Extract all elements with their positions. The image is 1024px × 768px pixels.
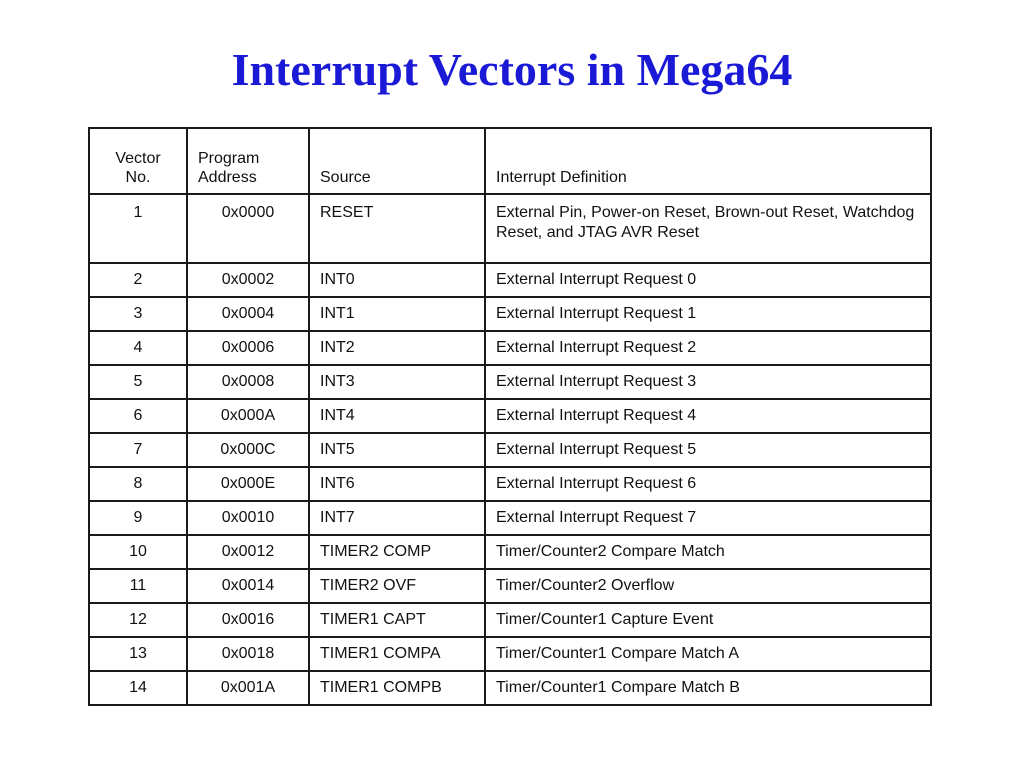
definition-cell: External Interrupt Request 5 bbox=[485, 433, 931, 467]
definition-cell: External Interrupt Request 2 bbox=[485, 331, 931, 365]
source-cell: TIMER1 CAPT bbox=[309, 603, 485, 637]
vector-no-cell: 13 bbox=[89, 637, 187, 671]
vector-no-cell: 6 bbox=[89, 399, 187, 433]
table-row bbox=[89, 365, 931, 399]
table-row bbox=[89, 671, 931, 705]
definition-cell: External Interrupt Request 1 bbox=[485, 297, 931, 331]
vector-no-cell: 9 bbox=[89, 501, 187, 535]
vector-no-cell: 12 bbox=[89, 603, 187, 637]
vector-no-cell: 5 bbox=[89, 365, 187, 399]
definition-cell: Timer/Counter1 Capture Event bbox=[485, 603, 931, 637]
definition-cell: External Pin, Power-on Reset, Brown-out Reset, Watchdog Reset, and JTAG AVR Reset bbox=[485, 194, 931, 263]
vector-no-cell: 2 bbox=[89, 263, 187, 297]
source-cell: TIMER2 COMP bbox=[309, 535, 485, 569]
source-cell: TIMER2 OVF bbox=[309, 569, 485, 603]
definition-cell: External Interrupt Request 6 bbox=[485, 467, 931, 501]
vector-no-cell: 4 bbox=[89, 331, 187, 365]
program-address-cell: 0x0004 bbox=[187, 297, 309, 331]
table-row bbox=[89, 399, 931, 433]
table-row bbox=[89, 263, 931, 297]
table-header-row bbox=[89, 128, 931, 194]
definition-cell: Timer/Counter2 Overflow bbox=[485, 569, 931, 603]
table-row bbox=[89, 569, 931, 603]
vector-no-cell: 10 bbox=[89, 535, 187, 569]
source-cell: INT5 bbox=[309, 433, 485, 467]
program-address-cell: 0x000E bbox=[187, 467, 309, 501]
definition-cell: External Interrupt Request 4 bbox=[485, 399, 931, 433]
source-cell: INT7 bbox=[309, 501, 485, 535]
definition-cell: Timer/Counter1 Compare Match B bbox=[485, 671, 931, 705]
vector-no-cell: 3 bbox=[89, 297, 187, 331]
table-row bbox=[89, 467, 931, 501]
program-address-cell: 0x0010 bbox=[187, 501, 309, 535]
program-address-cell: 0x000C bbox=[187, 433, 309, 467]
definition-cell: External Interrupt Request 7 bbox=[485, 501, 931, 535]
source-cell: INT6 bbox=[309, 467, 485, 501]
header-vector-no-line2: No. bbox=[125, 169, 151, 186]
source-cell: INT4 bbox=[309, 399, 485, 433]
page-title: Interrupt Vectors in Mega64 bbox=[231, 44, 793, 95]
program-address-cell: 0x0002 bbox=[187, 263, 309, 297]
program-address-cell: 0x0012 bbox=[187, 535, 309, 569]
interrupt-vector-table bbox=[88, 127, 932, 706]
program-address-cell: 0x000A bbox=[187, 399, 309, 433]
program-address-cell: 0x0008 bbox=[187, 365, 309, 399]
program-address-cell: 0x001A bbox=[187, 671, 309, 705]
program-address-cell: 0x0014 bbox=[187, 569, 309, 603]
definition-cell: External Interrupt Request 0 bbox=[485, 263, 931, 297]
table-row bbox=[89, 535, 931, 569]
program-address-cell: 0x0016 bbox=[187, 603, 309, 637]
source-cell: TIMER1 COMPA bbox=[309, 637, 485, 671]
vector-no-cell: 7 bbox=[89, 433, 187, 467]
header-program-address-line1: Program bbox=[198, 150, 260, 167]
program-address-cell: 0x0018 bbox=[187, 637, 309, 671]
table-row bbox=[89, 433, 931, 467]
source-cell: TIMER1 COMPB bbox=[309, 671, 485, 705]
table-row bbox=[89, 297, 931, 331]
definition-cell: Timer/Counter2 Compare Match bbox=[485, 535, 931, 569]
vector-no-cell: 11 bbox=[89, 569, 187, 603]
table-row bbox=[89, 501, 931, 535]
table-row bbox=[89, 331, 931, 365]
source-cell: INT1 bbox=[309, 297, 485, 331]
source-cell: INT3 bbox=[309, 365, 485, 399]
table-row bbox=[89, 603, 931, 637]
header-vector-no-line1: Vector bbox=[115, 150, 161, 167]
program-address-cell: 0x0000 bbox=[187, 194, 309, 263]
program-address-cell: 0x0006 bbox=[187, 331, 309, 365]
table-row bbox=[89, 637, 931, 671]
header-program-address bbox=[187, 128, 309, 194]
source-cell: INT2 bbox=[309, 331, 485, 365]
source-cell: INT0 bbox=[309, 263, 485, 297]
source-cell: RESET bbox=[309, 194, 485, 263]
header-program-address-line2: Address bbox=[198, 169, 257, 186]
vector-no-cell: 8 bbox=[89, 467, 187, 501]
vector-no-cell: 1 bbox=[89, 194, 187, 263]
definition-cell: Timer/Counter1 Compare Match A bbox=[485, 637, 931, 671]
definition-cell: External Interrupt Request 3 bbox=[485, 365, 931, 399]
header-vector-no bbox=[89, 128, 187, 194]
table-row bbox=[89, 194, 931, 263]
vector-no-cell: 14 bbox=[89, 671, 187, 705]
header-source: Source bbox=[309, 128, 485, 194]
header-interrupt-definition: Interrupt Definition bbox=[485, 128, 931, 194]
